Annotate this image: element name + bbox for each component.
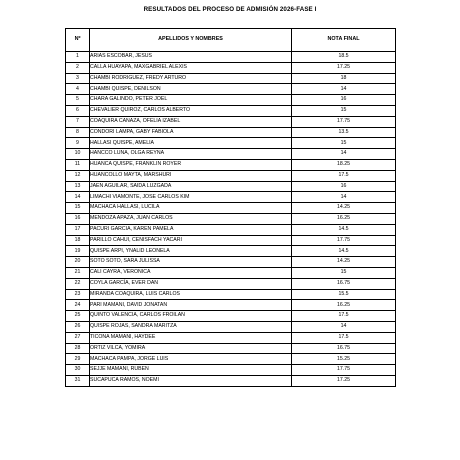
student-name-cell: PACURI GARCIA, KAREN PAMELA: [90, 224, 292, 235]
student-name-cell: SUCAPUCA RAMOS, NOEMI: [90, 375, 292, 386]
student-name-cell: QUISPE ROJAS, SANDRA MARITZA: [90, 321, 292, 332]
student-name-cell: HUANCOLLO MAYTA, MARSHURI: [90, 170, 292, 181]
row-number-cell: 11: [66, 159, 90, 170]
final-grade-cell: 14: [292, 321, 396, 332]
row-number-cell: 16: [66, 213, 90, 224]
row-number-cell: 10: [66, 149, 90, 160]
row-number-cell: 8: [66, 127, 90, 138]
table-row: [66, 127, 396, 138]
table-row: [66, 62, 396, 73]
student-name-cell: PARI MAMANI, DAVID JONATAN: [90, 300, 292, 311]
student-name-cell: PARILLO CAHUI, CENISFACH YACARI: [90, 235, 292, 246]
table-row: [66, 138, 396, 149]
row-number-cell: 3: [66, 73, 90, 84]
row-number-cell: 29: [66, 354, 90, 365]
student-name-cell: CHAMBI QUISPE, DENILSON: [90, 84, 292, 95]
table-row: [66, 257, 396, 268]
table-row: [66, 224, 396, 235]
student-name-cell: ORTIZ VILCA, YOMIRA: [90, 343, 292, 354]
row-number-cell: 27: [66, 332, 90, 343]
final-grade-cell: 18: [292, 73, 396, 84]
final-grade-cell: 17.5: [292, 311, 396, 322]
row-number-cell: 26: [66, 321, 90, 332]
student-name-cell: LIMACHI VIAMONTE, JOSE CARLOS KIM: [90, 192, 292, 203]
final-grade-cell: 14.5: [292, 246, 396, 257]
final-grade-cell: 17.5: [292, 332, 396, 343]
final-grade-cell: 13.5: [292, 127, 396, 138]
final-grade-cell: 14.25: [292, 203, 396, 214]
table-row: [66, 159, 396, 170]
table-row: [66, 375, 396, 386]
student-name-cell: HALLASI QUISPE, AMELIA: [90, 138, 292, 149]
row-number-cell: 6: [66, 105, 90, 116]
table-row: [66, 246, 396, 257]
student-name-cell: HANCCO LUNA, OLGA REYNA: [90, 149, 292, 160]
row-number-cell: 13: [66, 181, 90, 192]
student-name-cell: CALI CAYRA, VERONICA: [90, 267, 292, 278]
final-grade-cell: 14: [292, 149, 396, 160]
student-name-cell: JAEN AGUILAR, SAIDA LUZGADA: [90, 181, 292, 192]
student-name-cell: MENDOZA APAZA, JUAN CARLOS: [90, 213, 292, 224]
column-header-grade: NOTA FINAL: [292, 29, 396, 52]
final-grade-cell: 17.25: [292, 62, 396, 73]
page-title: RESULTADOS DEL PROCESO DE ADMISIÓN 2026-FASE I: [143, 6, 317, 13]
final-grade-cell: 14: [292, 192, 396, 203]
final-grade-cell: 15.25: [292, 354, 396, 365]
final-grade-cell: 14.5: [292, 224, 396, 235]
student-name-cell: MACHACA PAMPA, JORGE LUIS: [90, 354, 292, 365]
row-number-cell: 28: [66, 343, 90, 354]
student-name-cell: COAQUIRA CANAZA, OFELIA IZABEL: [90, 116, 292, 127]
student-name-cell: TICONA MAMANI, HAYDEE: [90, 332, 292, 343]
table-row: [66, 311, 396, 322]
student-name-cell: COYLA GARCÍA, EVER DAN: [90, 278, 292, 289]
final-grade-cell: 15: [292, 138, 396, 149]
row-number-cell: 25: [66, 311, 90, 322]
table-row: [66, 149, 396, 160]
table-row: [66, 181, 396, 192]
table-row: [66, 170, 396, 181]
final-grade-cell: 14.25: [292, 257, 396, 268]
table-row: [66, 203, 396, 214]
row-number-cell: 4: [66, 84, 90, 95]
final-grade-cell: 18.5: [292, 52, 396, 63]
row-number-cell: 18: [66, 235, 90, 246]
final-grade-cell: 16.75: [292, 278, 396, 289]
row-number-cell: 5: [66, 95, 90, 106]
final-grade-cell: 17.25: [292, 375, 396, 386]
table-row: [66, 365, 396, 376]
row-number-cell: 31: [66, 375, 90, 386]
final-grade-cell: 17.75: [292, 235, 396, 246]
table-row: [66, 332, 396, 343]
table-row: [66, 213, 396, 224]
final-grade-cell: 17.5: [292, 170, 396, 181]
table-row: [66, 235, 396, 246]
final-grade-cell: 15: [292, 105, 396, 116]
final-grade-cell: 15.5: [292, 289, 396, 300]
table-row: [66, 300, 396, 311]
table-row: [66, 52, 396, 63]
row-number-cell: 2: [66, 62, 90, 73]
table-row: [66, 343, 396, 354]
row-number-cell: 15: [66, 203, 90, 214]
table-row: [66, 278, 396, 289]
table-header-row: [66, 29, 396, 52]
student-name-cell: SOTO SOTO, SARA JULISSA: [90, 257, 292, 268]
results-table: [65, 28, 396, 387]
final-grade-cell: 17.75: [292, 365, 396, 376]
student-name-cell: MACHACA HALLASI, LUCILA: [90, 203, 292, 214]
student-name-cell: CALLA HUAYAPA, MAXGABRIEL ALEXIS: [90, 62, 292, 73]
final-grade-cell: 15: [292, 267, 396, 278]
row-number-cell: 20: [66, 257, 90, 268]
row-number-cell: 9: [66, 138, 90, 149]
student-name-cell: CHAMBI RODRIGUEZ, FREDY ARTURO: [90, 73, 292, 84]
table-row: [66, 289, 396, 300]
row-number-cell: 21: [66, 267, 90, 278]
final-grade-cell: 16: [292, 95, 396, 106]
final-grade-cell: 16: [292, 181, 396, 192]
row-number-cell: 30: [66, 365, 90, 376]
final-grade-cell: 17.75: [292, 116, 396, 127]
row-number-cell: 7: [66, 116, 90, 127]
row-number-cell: 22: [66, 278, 90, 289]
row-number-cell: 17: [66, 224, 90, 235]
row-number-cell: 12: [66, 170, 90, 181]
table-row: [66, 95, 396, 106]
row-number-cell: 19: [66, 246, 90, 257]
student-name-cell: QUINTO VALENCIA, CARLOS FROILAN: [90, 311, 292, 322]
final-grade-cell: 18.25: [292, 159, 396, 170]
student-name-cell: CHARA GALINDO, PETER JOEL: [90, 95, 292, 106]
table-row: [66, 354, 396, 365]
student-name-cell: CONDORI LAMPA, GABY FABIOLA: [90, 127, 292, 138]
column-header-name: APELLIDOS Y NOMBRES: [90, 29, 292, 52]
final-grade-cell: 16.25: [292, 300, 396, 311]
final-grade-cell: 14: [292, 84, 396, 95]
student-name-cell: CHEVALIER QUIROZ, CARLOS ALBERTO: [90, 105, 292, 116]
student-name-cell: HUANCA QUISPE, FRANKLIN ROYER: [90, 159, 292, 170]
final-grade-cell: 16.25: [292, 213, 396, 224]
table-row: [66, 73, 396, 84]
table-row: [66, 116, 396, 127]
row-number-cell: 23: [66, 289, 90, 300]
table-row: [66, 84, 396, 95]
table-row: [66, 192, 396, 203]
results-table-body: [66, 52, 396, 387]
final-grade-cell: 16.75: [292, 343, 396, 354]
column-header-number: Nº: [66, 29, 90, 52]
student-name-cell: QUISPE ARPI, YNALID LEONELA: [90, 246, 292, 257]
row-number-cell: 1: [66, 52, 90, 63]
table-row: [66, 321, 396, 332]
table-row: [66, 105, 396, 116]
table-row: [66, 267, 396, 278]
student-name-cell: ARIAS ESCOBAR, JESUS: [90, 52, 292, 63]
student-name-cell: SEJJE MAMANI, RUBEN: [90, 365, 292, 376]
student-name-cell: MIRANDA COAQUIRA, LUIS CARLOS: [90, 289, 292, 300]
row-number-cell: 24: [66, 300, 90, 311]
row-number-cell: 14: [66, 192, 90, 203]
